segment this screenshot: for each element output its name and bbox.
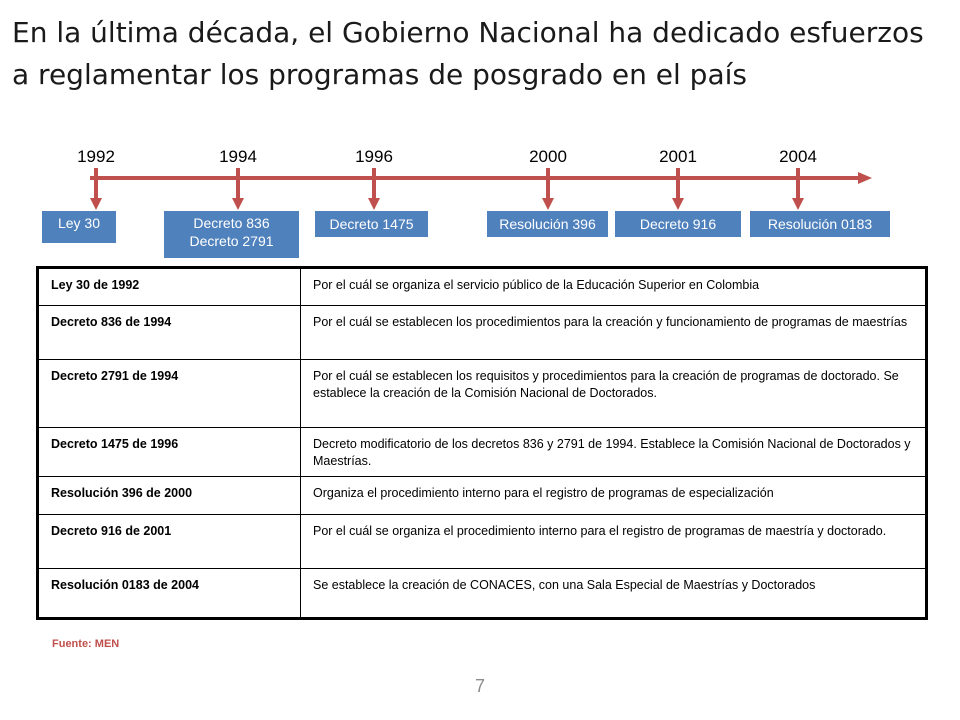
regulation-description: Se establece la creación de CONACES, con una Sala Especial de Maestrías y Doctorados	[301, 569, 927, 619]
timeline-year: 1994	[219, 147, 257, 166]
timeline-box	[750, 211, 890, 237]
table-row	[38, 268, 927, 306]
regulation-name: Resolución 396 de 2000	[38, 477, 301, 515]
table-row	[38, 306, 927, 360]
timeline-box	[487, 211, 608, 237]
regulation-description: Por el cuál se establecen los requisitos y procedimientos para la creación de programas de doctorado. Se establece la creación de la Comisión Nacional de Doctorados.	[301, 360, 927, 428]
timeline-box-label: Resolución 396	[499, 216, 596, 232]
timeline-connector-arrow	[792, 198, 804, 210]
regulation-description: Por el cuál se establecen los procedimientos para la creación y funcionamiento de programas de maestrías	[301, 306, 927, 360]
regulation-name: Ley 30 de 1992	[38, 268, 301, 306]
source-note: Fuente: MEN	[52, 638, 120, 650]
timeline-year: 2001	[659, 147, 697, 166]
timeline-box-label: Decreto 916	[639, 216, 717, 232]
regulation-name: Resolución 0183 de 2004	[38, 569, 301, 619]
slide-title: En la última década, el Gobierno Nacional ha dedicado esfuerzos a reglamentar los programas de posgrado en el país	[12, 16, 924, 91]
table-row	[38, 428, 927, 477]
regulations-table	[36, 266, 928, 620]
regulation-description: Por el cuál se organiza el procedimiento interno para el registro de programas de maestría y doctorado.	[301, 515, 927, 569]
regulation-description: Por el cuál se organiza el servicio público de la Educación Superior en Colombia	[301, 268, 927, 306]
timeline-connector-arrow	[542, 198, 554, 210]
timeline-year: 2004	[779, 147, 817, 166]
page-number: 7	[474, 676, 485, 696]
regulation-name: Decreto 916 de 2001	[38, 515, 301, 569]
regulation-name: Decreto 1475 de 1996	[38, 428, 301, 477]
timeline-box-label: Ley 30	[57, 215, 101, 231]
timeline-box-label: Decreto 836 Decreto 2791	[189, 215, 274, 249]
timeline-connector-arrow	[368, 198, 380, 210]
table-row	[38, 515, 927, 569]
regulation-description: Organiza el procedimiento interno para el registro de programas de especialización	[301, 477, 927, 515]
table-row	[38, 477, 927, 515]
regulation-name: Decreto 836 de 1994	[38, 306, 301, 360]
timeline-box	[42, 211, 116, 243]
timeline-year: 2000	[529, 147, 567, 166]
timeline-box-label: Resolución 0183	[767, 216, 873, 232]
timeline-connector-arrow	[90, 198, 102, 210]
timeline-connector-arrow	[232, 198, 244, 210]
timeline-box	[164, 211, 299, 258]
timeline-arrowhead	[858, 172, 872, 184]
timeline-year: 1992	[77, 147, 115, 166]
table-row	[38, 569, 927, 619]
timeline-year: 1996	[355, 147, 393, 166]
timeline-box-label: Decreto 1475	[329, 216, 414, 232]
regulation-name: Decreto 2791 de 1994	[38, 360, 301, 428]
regulation-description: Decreto modificatorio de los decretos 836 y 2791 de 1994. Establece la Comisión Nacional de Doctorados y Maestrías.	[301, 428, 927, 477]
timeline-box	[315, 211, 428, 237]
timeline-box	[615, 211, 741, 237]
timeline-connector-arrow	[672, 198, 684, 210]
table-row	[38, 360, 927, 428]
